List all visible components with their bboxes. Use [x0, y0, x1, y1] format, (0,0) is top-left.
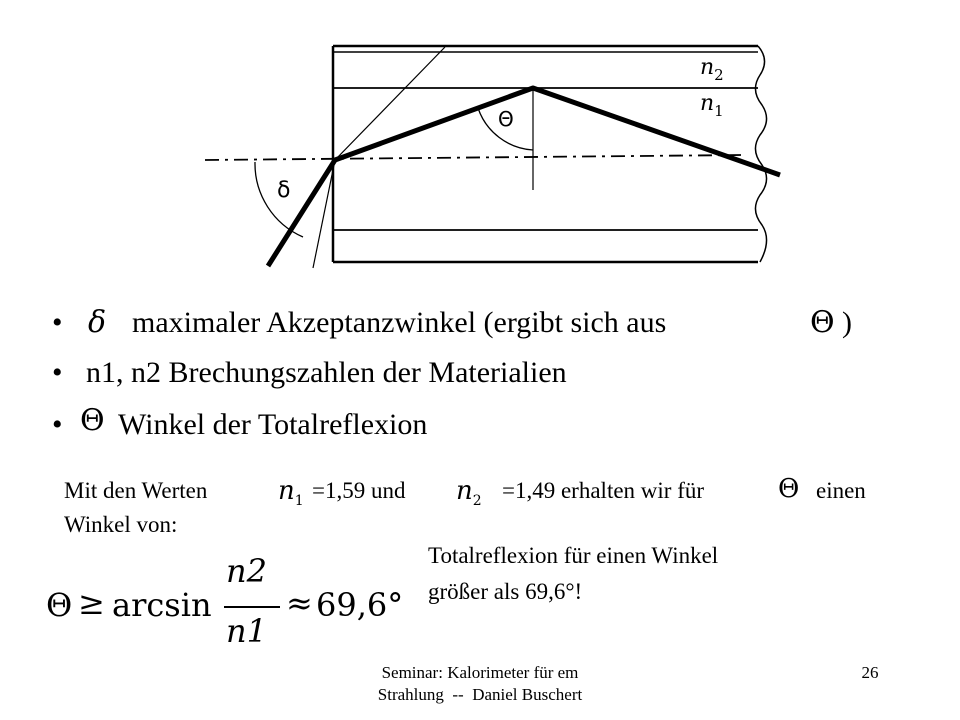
bullet-dot: • — [52, 356, 63, 389]
formula-denominator: n1 — [226, 612, 267, 650]
formula-arcsin: arcsin — [112, 586, 212, 624]
bullet-text: maximaler Akzeptanzwinkel (ergibt sich aus — [132, 306, 667, 339]
fraction-bar — [224, 606, 280, 608]
footer-title — [330, 662, 630, 706]
values-paragraph-line1 — [64, 474, 904, 509]
formula-approx: ≈ — [286, 584, 313, 622]
values-paragraph-line2: Winkel von: — [64, 512, 178, 537]
formula-numerator: n2 — [226, 552, 267, 590]
optical-axis — [205, 155, 745, 160]
page-number: 26 — [861, 663, 879, 682]
bullet-dot: • — [52, 408, 63, 441]
formula-value: 69,6° — [316, 586, 404, 624]
footer-line2: Strahlung -- Daniel Buschert — [377, 685, 583, 704]
bullet-text: n1, n2 Brechungszahlen der Materialien — [86, 356, 567, 389]
n1-label: $n_1$ — [700, 91, 724, 120]
n1-symbol: $n_1$ — [278, 476, 304, 509]
delta-symbol: δ — [88, 305, 107, 340]
bullet-dot: • — [52, 306, 63, 339]
formula-theta: Θ — [46, 586, 73, 624]
note-line1: Totalreflexion für einen Winkel — [428, 543, 719, 568]
acceptance-cone-line — [335, 47, 445, 160]
n2-label: $n_2$ — [700, 55, 724, 84]
bullet-text: Winkel der Totalreflexion — [118, 408, 428, 441]
paragraph-text: Mit den Werten — [64, 478, 208, 503]
paragraph-text: einen — [816, 478, 866, 503]
formula-geq: ≥ — [78, 584, 105, 622]
theta-symbol: Θ — [80, 403, 105, 438]
theta-symbol: Θ — [778, 474, 800, 504]
theta-label: Θ — [498, 107, 514, 131]
closing-paren: ) — [842, 306, 852, 339]
note-line2: größer als 69,6°! — [428, 579, 583, 604]
footer-line1: Seminar: Kalorimeter für em — [381, 663, 579, 682]
paragraph-text: =1,59 und — [312, 478, 406, 503]
fiber-optic-diagram — [0, 0, 960, 290]
paragraph-text: =1,49 erhalten wir für — [502, 478, 705, 503]
formula — [40, 552, 404, 656]
delta-label: δ — [277, 178, 291, 203]
n2-symbol: $n_2$ — [456, 476, 482, 509]
theta-symbol: Θ — [810, 305, 835, 340]
